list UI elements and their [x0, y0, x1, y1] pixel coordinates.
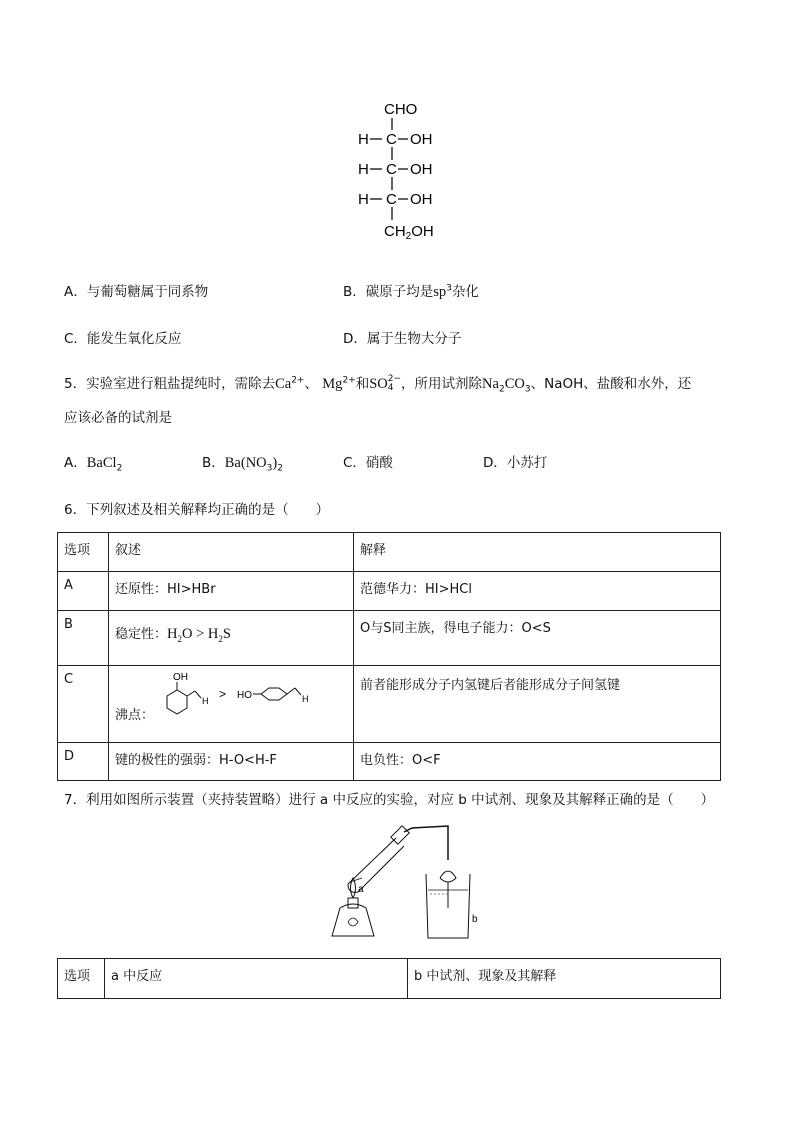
row2-h: H: [358, 161, 369, 178]
q5-stem-line1: 5．实验室进行粗盐提纯时，需除去$Ca^{2+}$、 $Mg^{2+}$和SO 2− 4 ，所用试剂除$Na_2CO_3$、NaOH、盐酸和水外，还: [64, 374, 692, 395]
ch2oh-sub: 2: [405, 231, 412, 242]
q5-option-c: C．硝酸: [343, 455, 393, 471]
cho-group: CHO: [384, 101, 418, 118]
row2-c: C: [386, 161, 397, 178]
q6-row-b-option: B: [58, 611, 109, 666]
q6-row-a-desc: 还原性：HI>HBr: [109, 572, 354, 611]
ch2oh-ch: CH: [384, 223, 406, 240]
q6-row-d-option: D: [58, 743, 109, 781]
q5-option-d: D．小苏打: [483, 455, 548, 471]
label-b: b: [472, 914, 478, 925]
q4-option-b: B．碳原子均是$sp^3$杂化: [343, 283, 479, 300]
row2-oh: OH: [410, 161, 433, 178]
q5-option-b: B．$Ba(NO_3)_2$: [202, 455, 283, 474]
q7-stem: 7．利用如图所示装置（夹持装置略）进行 a 中反应的实验，对应 b 中试剂、现象及其解释正确的是（ ）: [64, 792, 715, 808]
q4-option-a: A．与葡萄糖属于同系物: [64, 284, 209, 300]
q6-row-a-expl: 范德华力：HI>HCl: [354, 572, 721, 611]
q6-row-d-desc: 键的极性的强弱：H-O<H-F: [109, 743, 354, 781]
q7-table: [57, 958, 721, 999]
q7-header-option: 选项: [58, 959, 105, 999]
q6-row-d-expl: 电负性：O<F: [354, 743, 721, 781]
hydroxybenzaldehyde-comparison: [153, 668, 353, 728]
q6-row-a-option: A: [58, 572, 109, 611]
q4-option-c: C．能发生氧化反应: [64, 331, 182, 347]
svg-text:H: H: [202, 696, 209, 706]
q6-table: [57, 532, 721, 781]
svg-text:CH2OH: [384, 223, 434, 242]
row1-c: C: [386, 131, 397, 148]
row3-h: H: [358, 191, 369, 208]
q6-row-c-option: C: [58, 666, 109, 743]
apparatus-diagram: [318, 820, 498, 944]
q4-option-d: D．属于生物大分子: [343, 331, 462, 347]
svg-text:>: >: [219, 687, 227, 701]
q6-row-b-expl: O与S同主族，得电子能力：O<S: [354, 611, 721, 666]
q6-row-c-expl: 前者能形成分子内氢键后者能形成分子间氢键: [354, 666, 721, 743]
svg-text:OH: OH: [173, 672, 188, 683]
q7-header-explanation: b 中试剂、现象及其解释: [408, 959, 721, 999]
q6-header-desc: 叙述: [109, 533, 354, 572]
q6-header-option: 选项: [58, 533, 109, 572]
q7-header-reaction: a 中反应: [105, 959, 408, 999]
q5-stem-line2: 应该必备的试剂是: [64, 410, 172, 426]
row1-oh: OH: [410, 131, 433, 148]
svg-text:HO: HO: [237, 690, 252, 701]
boiling-point-label: 沸点：: [115, 708, 155, 723]
ribose-structure-diagram: [340, 92, 460, 252]
q6-stem: 6．下列叙述及相关解释均正确的是（ ）: [64, 502, 330, 518]
label-a: a: [358, 884, 364, 895]
ch2oh-oh: OH: [411, 223, 434, 240]
q5-option-a: A．BaCl$_2$: [64, 455, 123, 474]
row3-oh: OH: [410, 191, 433, 208]
row3-c: C: [386, 191, 397, 208]
q6-row-c-desc: [109, 666, 354, 743]
svg-text:H: H: [302, 694, 309, 704]
row1-h: H: [358, 131, 369, 148]
q6-header-expl: 解释: [354, 533, 721, 572]
q6-row-b-desc: 稳定性：$H_2O > H_2S$: [109, 611, 354, 666]
